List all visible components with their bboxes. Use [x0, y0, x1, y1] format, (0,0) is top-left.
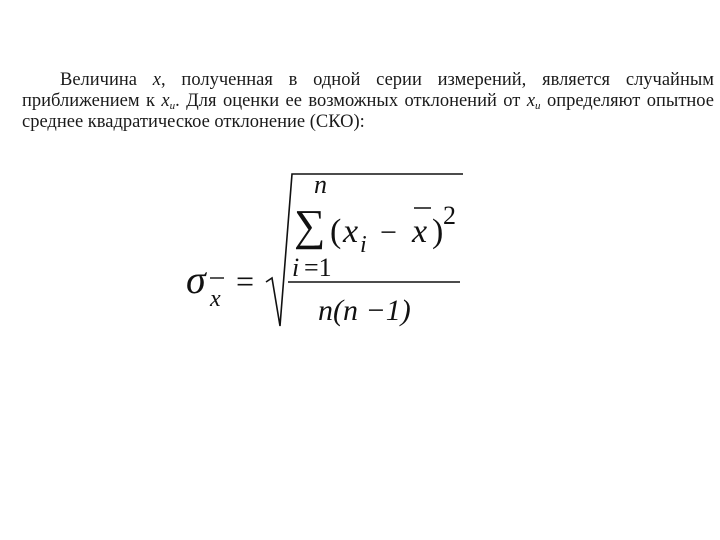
numerator-x: x [343, 213, 359, 250]
sigma-symbol: σ [186, 257, 206, 302]
minus-sign: − [380, 216, 397, 249]
sum-lower-var: i [292, 253, 300, 282]
paragraph-text-3: . Для оценки ее возможных отклонений от [175, 90, 527, 111]
description-paragraph [22, 70, 714, 133]
denominator: n(n −1) [318, 294, 411, 327]
power-two: 2 [443, 201, 456, 230]
sum-upper-limit: n [314, 170, 327, 199]
paren-close: ) [432, 213, 444, 250]
sum-lower-eq: =1 [304, 253, 332, 282]
variable-xu: $x_u$ [161, 90, 176, 112]
paragraph-text-1: Величина [60, 69, 153, 90]
equals-sign: = [236, 263, 255, 299]
numerator-xbar: x [412, 213, 428, 250]
variable-x: x [152, 69, 162, 90]
sigma-subscript-x: x [210, 286, 221, 312]
sko-formula [180, 160, 480, 340]
paragraph-text-4: определяют опытное среднее квадратическое отклонение (СКО): [22, 90, 714, 132]
paragraph-text-2: , полученная в одной серии измерений, является случайным приближением к [22, 69, 714, 111]
subscript-u-2: u [535, 99, 541, 112]
formula-svg [180, 160, 480, 340]
variable-xu-2: $x_u$ [526, 90, 541, 112]
sum-symbol: ∑ [294, 201, 326, 250]
paren-open: ( [330, 213, 342, 250]
numerator-subscript-i: i [360, 232, 367, 258]
subscript-u: u [169, 99, 176, 112]
